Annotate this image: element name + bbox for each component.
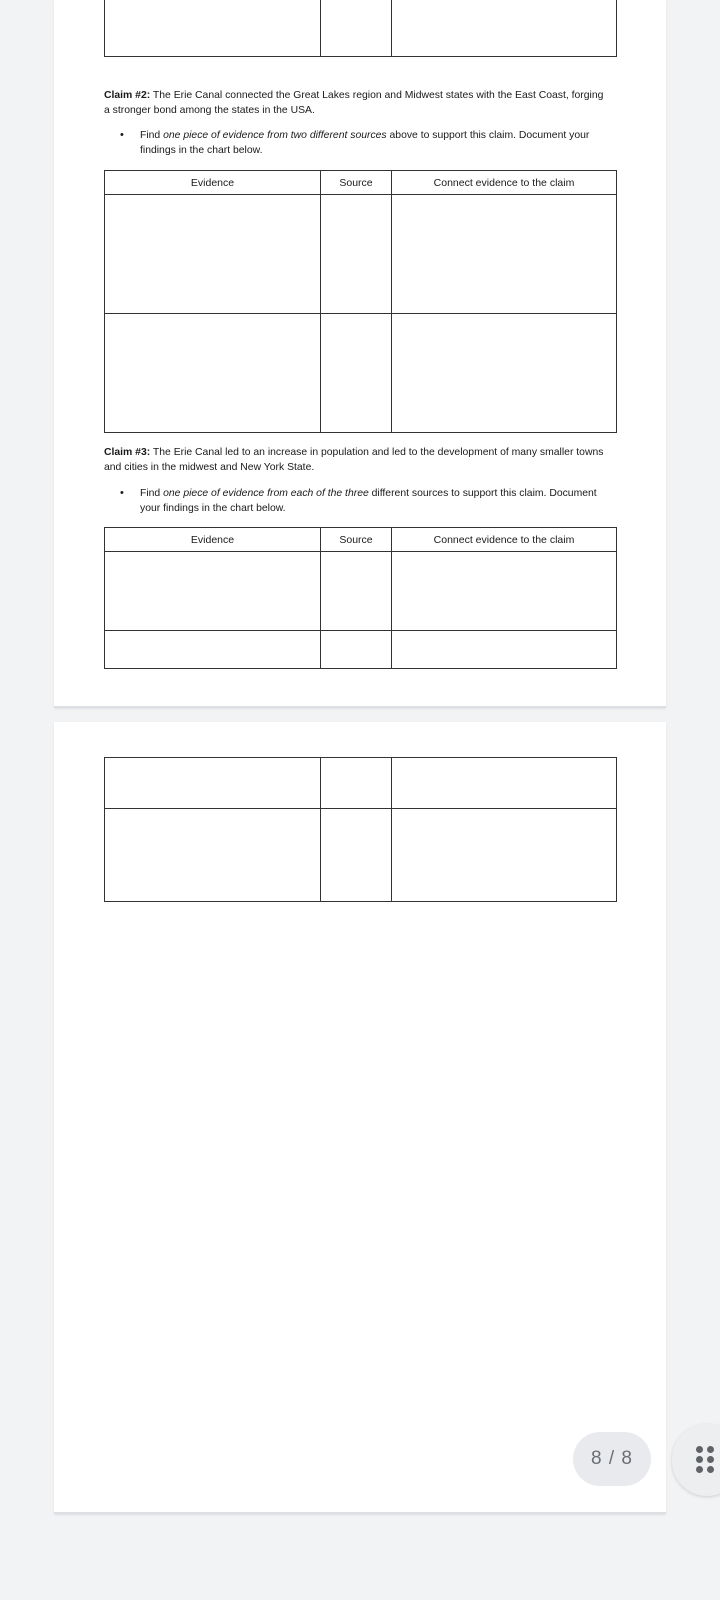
- claim2-bullet-italic: one piece of evidence from two different sources: [163, 130, 387, 141]
- claim3-bullet-pre: Find: [140, 488, 164, 499]
- claim3-paragraph: [104, 445, 610, 475]
- bullet-icon: •: [120, 129, 124, 141]
- claim2-paragraph: [104, 88, 610, 118]
- bullet-icon: •: [120, 487, 124, 499]
- claim3-label: Claim #3:: [104, 447, 151, 458]
- document-page-7: [54, 0, 666, 708]
- table-cell[interactable]: [105, 809, 321, 902]
- table-cell[interactable]: [392, 0, 617, 57]
- claim3-bullet-italic: one piece of evidence from each of the three: [163, 488, 369, 499]
- header-source: Source: [321, 528, 392, 552]
- claim3-text: The Erie Canal led to an increase in population and led to the development of many smaller towns and cities in the midwest and New York State.: [104, 447, 604, 473]
- table-cell[interactable]: [392, 552, 617, 631]
- table-cell[interactable]: [392, 314, 617, 433]
- claim2-evidence-table: [104, 170, 617, 433]
- claim3-bullet-post: different sources to support this claim. Document your findings in the chart below.: [140, 488, 597, 514]
- header-connect: Connect evidence to the claim: [392, 171, 617, 195]
- header-connect: Connect evidence to the claim: [392, 528, 617, 552]
- table-cell[interactable]: [321, 314, 392, 433]
- table-cell[interactable]: [105, 758, 321, 809]
- table-cell[interactable]: [105, 0, 321, 57]
- table-cell[interactable]: [321, 631, 392, 669]
- table-cell[interactable]: [105, 552, 321, 631]
- header-evidence: Evidence: [105, 528, 321, 552]
- table-cell[interactable]: [105, 314, 321, 433]
- claim2-bullet-pre: Find: [140, 130, 164, 141]
- claim2-bullet-post: above to support this claim. Document your findings in the chart below.: [140, 130, 590, 156]
- table-cell[interactable]: [321, 0, 392, 57]
- header-evidence: Evidence: [105, 171, 321, 195]
- table-cell[interactable]: [392, 631, 617, 669]
- claim2-text: The Erie Canal connected the Great Lakes region and Midwest states with the East Coast, forging a stronger bond among the states in the USA.: [104, 90, 604, 116]
- table-cell[interactable]: [392, 809, 617, 902]
- claim2-bullet: [120, 128, 615, 158]
- claim3-table-continued: [104, 757, 617, 902]
- table-cell[interactable]: [321, 809, 392, 902]
- claim1-table-tail: [104, 0, 617, 57]
- table-cell[interactable]: [105, 195, 321, 314]
- table-cell[interactable]: [105, 631, 321, 669]
- grid-dots-icon: [696, 1446, 714, 1473]
- table-cell[interactable]: [392, 195, 617, 314]
- header-source: Source: [321, 171, 392, 195]
- table-cell[interactable]: [321, 552, 392, 631]
- claim3-evidence-table: [104, 527, 617, 669]
- page-counter: 8 / 8: [573, 1432, 651, 1486]
- grid-view-button[interactable]: [672, 1424, 720, 1496]
- claim2-label: Claim #2:: [104, 90, 151, 101]
- table-cell[interactable]: [321, 758, 392, 809]
- table-cell[interactable]: [321, 195, 392, 314]
- document-page-8: [54, 722, 666, 1514]
- claim3-bullet: [120, 486, 615, 516]
- table-cell[interactable]: [392, 758, 617, 809]
